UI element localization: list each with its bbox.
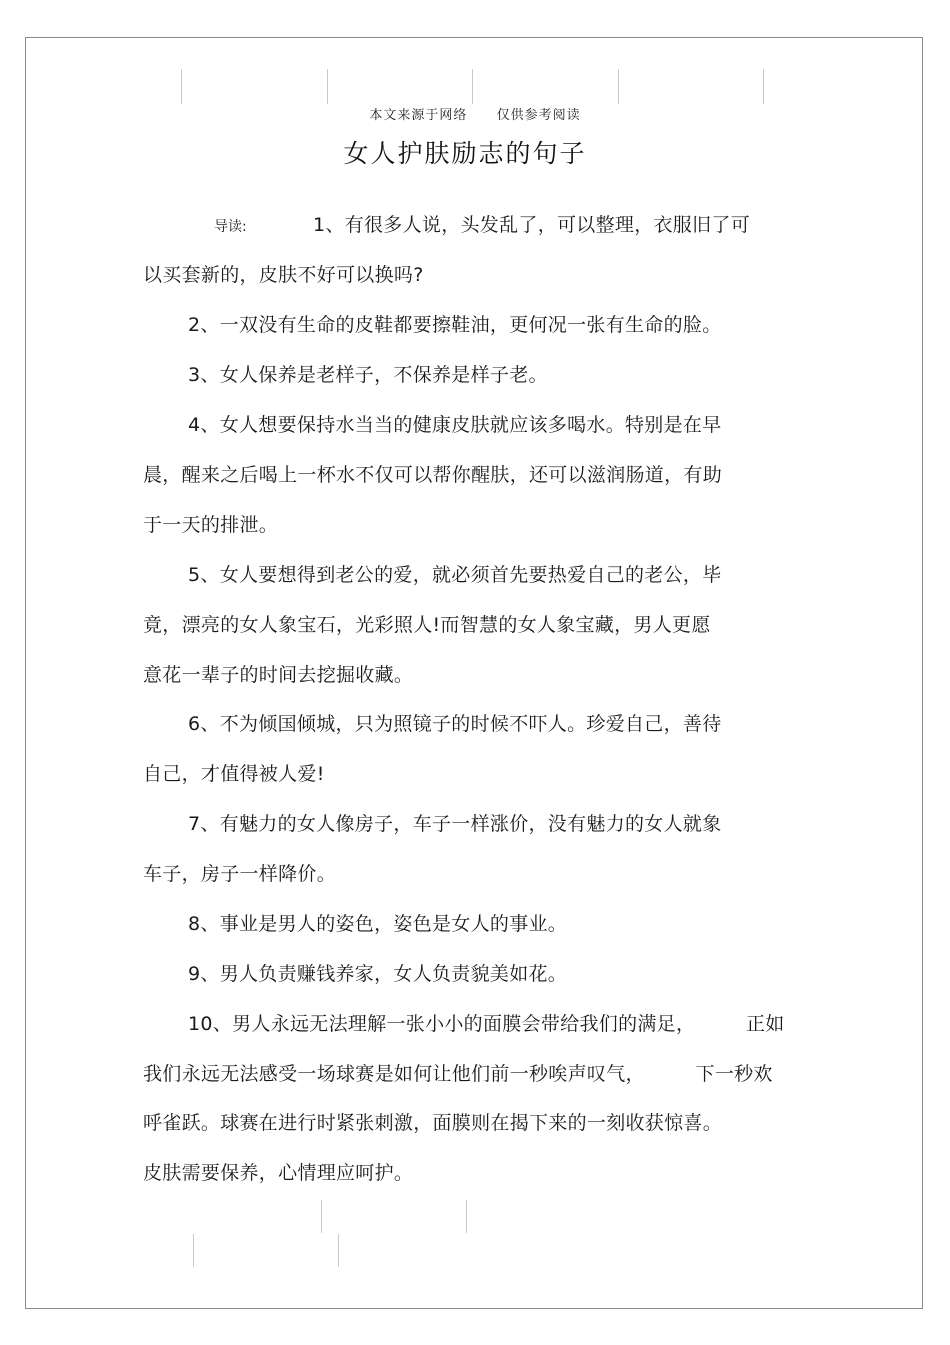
paragraph-line: 晨，醒来之后喝上一杯水不仅可以帮你醒肤，还可以滋润肠道，有助 (143, 464, 723, 486)
paragraph-line: 皮肤需要保养，心情理应呵护。 (143, 1162, 414, 1184)
paragraph-line: 车子，房子一样降价。 (143, 863, 337, 885)
paragraph-line: 呼雀跃。球赛在进行时紧张刺激，面膜则在揭下来的一刻收获惊喜。 (143, 1112, 723, 1134)
paragraph-line: 3、女人保养是老样子，不保养是样子老。 (188, 364, 548, 386)
paragraph-line: 于一天的排泄。 (143, 514, 279, 536)
paragraph-line: 9、男人负责赚钱养家，女人负责貌美如花。 (188, 963, 568, 985)
paragraph-line: 4、女人想要保持水当当的健康皮肤就应该多喝水。特别是在早 (188, 414, 722, 436)
paragraph-line: 6、不为倾国倾城，只为照镜子的时候不吓人。珍爱自己，善待 (188, 713, 722, 735)
paragraph-line: 竟，漂亮的女人象宝石，光彩照人!而智慧的女人象宝藏，男人更愿 (143, 614, 711, 636)
paragraph-line: 2、一双没有生命的皮鞋都要擦鞋油，更何况一张有生命的脸。 (188, 314, 722, 336)
paragraph-line: 我们永远无法感受一场球赛是如何让他们前一秒唉声叹气， 下一秒欢 (143, 1063, 773, 1085)
bottom-tick (193, 1234, 194, 1267)
source-note (0, 104, 950, 123)
paragraph-line: 7、有魅力的女人像房子，车子一样涨价，没有魅力的女人就象 (188, 813, 722, 835)
paragraph-line: 自己，才值得被人爱! (143, 763, 325, 785)
top-tick (327, 69, 328, 104)
intro-label: 导读: (214, 219, 247, 235)
paragraph-line: 1、有很多人说，头发乱了，可以整理，衣服旧了可 (313, 214, 750, 236)
top-tick (618, 69, 619, 104)
top-tick (181, 69, 182, 104)
bottom-tick (321, 1200, 322, 1233)
page-title: 女人护肤励志的句子 (343, 139, 587, 168)
paragraph-line: 5、女人要想得到老公的爱，就必须首先要热爱自己的老公，毕 (188, 564, 722, 586)
top-tick (472, 69, 473, 104)
paragraph-line: 10、男人永远无法理解一张小小的面膜会带给我们的满足， 正如 (188, 1013, 785, 1035)
source-note-right: 仅供参考阅读 (496, 108, 581, 123)
top-tick (763, 69, 764, 104)
paragraph-line: 以买套新的，皮肤不好可以换吗? (143, 264, 424, 286)
bottom-tick (338, 1234, 339, 1267)
paragraph-line: 意花一辈子的时间去挖掘收藏。 (143, 664, 414, 686)
source-note-left: 本文来源于网络 (369, 108, 468, 123)
bottom-tick (466, 1200, 467, 1233)
paragraph-line: 8、事业是男人的姿色，姿色是女人的事业。 (188, 913, 568, 935)
